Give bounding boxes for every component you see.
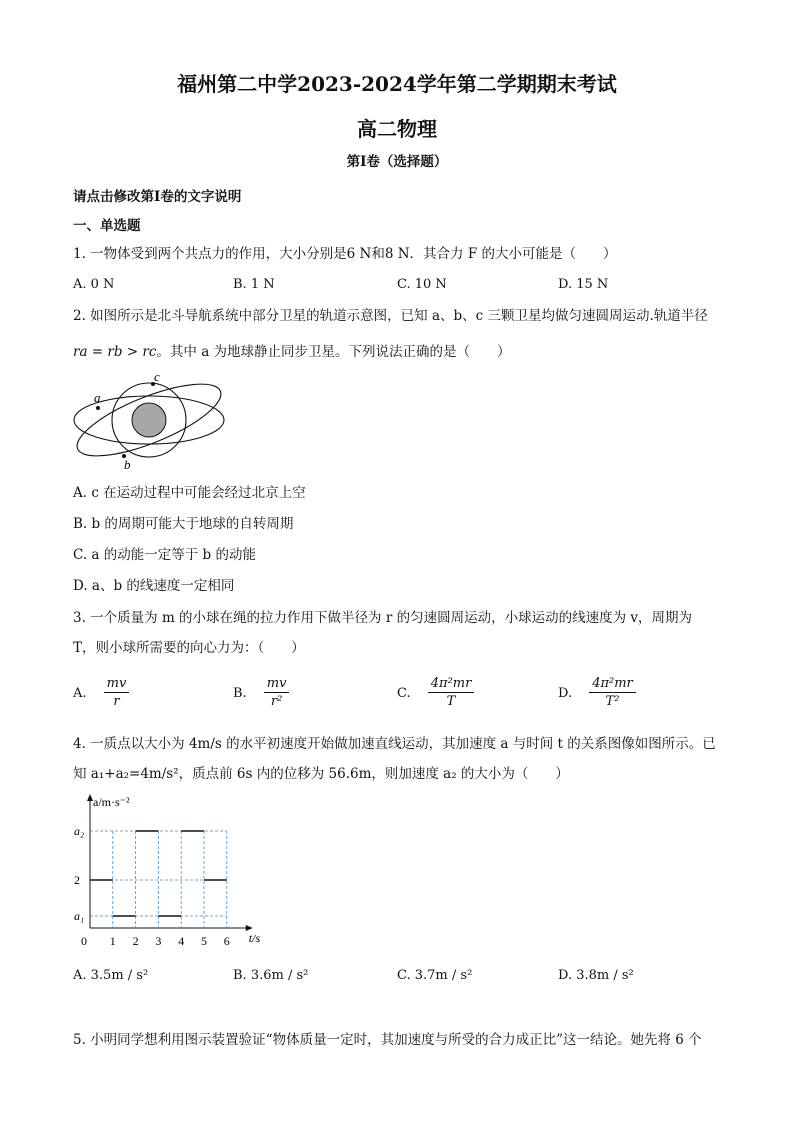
q3-option-c-num: 4π²mr	[428, 676, 475, 693]
y-tick-label: 2	[74, 873, 80, 887]
x-tick-label: 1	[109, 934, 116, 948]
q2-option-a: A. c 在运动过程中可能会经过北京上空	[73, 485, 306, 501]
x-axis-label: t/s	[248, 931, 261, 945]
satellite-orbit-diagram	[70, 370, 230, 475]
section-heading: 一、单选题	[73, 218, 141, 234]
q3-option-a-num: mv	[104, 676, 130, 693]
q3-option-d	[558, 676, 636, 709]
q1-option-b: B. 1 N	[233, 277, 275, 292]
question-2-line1: 2. 如图所示是北斗导航系统中部分卫星的轨道示意图，已知 a、b、c 三颗卫星均做匀速圆周运动.轨道半径	[73, 308, 708, 324]
volume-title: 第I卷（选择题）	[346, 154, 448, 170]
q1-option-c: C. 10 N	[397, 277, 447, 292]
q3-option-b-label: B.	[233, 686, 247, 701]
x-tick-label: 2	[132, 934, 139, 948]
q3-option-a-den: r	[113, 694, 120, 709]
x-tick-label: 3	[155, 934, 162, 948]
q3-option-d-label: D.	[558, 686, 573, 701]
satellite-a	[96, 406, 100, 410]
q2-option-b: B. b 的周期可能大于地球的自转周期	[73, 516, 294, 532]
y-axis-label: a/m·s⁻²	[93, 795, 130, 809]
q4-option-c: C. 3.7m / s²	[397, 968, 473, 983]
q2-option-d: D. a、b 的线速度一定相同	[73, 578, 235, 594]
y-tick-label: a₁	[74, 909, 85, 923]
q3-option-c	[397, 676, 474, 709]
q3-option-b	[233, 676, 289, 709]
exam-title: 福州第二中学2023-2024学年第二学期期末考试	[177, 72, 617, 96]
q3-option-d-num: 4π²mr	[589, 676, 636, 693]
q3-option-c-den: T	[446, 694, 456, 709]
question-3-line2: T，则小球所需要的向心力为：（ ）	[73, 640, 305, 656]
question-3-line1: 3. 一个质量为 m 的小球在绳的拉力作用下做半径为 r 的匀速圆周运动，小球运动的线速度为 v，周期为	[73, 610, 693, 626]
label-b: b	[124, 457, 131, 472]
question-1-stem: 1. 一物体受到两个共点力的作用，大小分别是6 N和8 N．其合力 F 的大小可能是（ ）	[73, 246, 617, 262]
radius-relation: ra = rb > rc	[73, 344, 157, 360]
q3-option-a	[73, 676, 129, 709]
label-c: c	[154, 370, 160, 384]
q3-option-c-label: C.	[397, 686, 411, 701]
x-tick-label: 0	[81, 934, 87, 948]
q1-option-d: D. 15 N	[558, 277, 609, 292]
q4-option-d: D. 3.8m / s²	[558, 968, 634, 983]
y-tick-label: a₂	[74, 824, 85, 838]
q2-option-c: C. a 的动能一定等于 b 的动能	[73, 547, 256, 563]
q1-option-a: A. 0 N	[73, 277, 115, 292]
question-4-line1: 4. 一质点以大小为 4m/s 的水平初速度开始做加速直线运动，其加速度 a 与时间 t 的关系图像如图所示。已	[73, 736, 716, 752]
volume-note: 请点击修改第I卷的文字说明	[73, 189, 242, 205]
q3-option-b-num: mv	[264, 676, 290, 693]
x-tick-label: 6	[223, 934, 230, 948]
label-a: a	[94, 390, 101, 405]
question-2-line2	[73, 342, 511, 362]
x-tick-label: 5	[201, 934, 207, 948]
question-5-line1: 5. 小明同学想利用图示装置验证“物体质量一定时，其加速度与所受的合力成正比”这一结论。她先将 6 个	[73, 1032, 702, 1048]
earth	[132, 403, 166, 437]
subject-title: 高二物理	[357, 117, 437, 141]
q3-option-a-label: A.	[73, 686, 87, 701]
q4-option-b: B. 3.6m / s²	[233, 968, 309, 983]
question-4-line2: 知 a₁+a₂=4m/s²，质点前 6s 内的位移为 56.6m，则加速度 a₂ 的大小为（ ）	[73, 766, 569, 782]
q3-option-b-den: r²	[270, 694, 283, 709]
acceleration-time-chart	[68, 792, 288, 952]
x-tick-label: 4	[178, 934, 185, 948]
q3-option-d-den: T²	[605, 694, 620, 709]
question-2-line2-rest: 。其中 a 为地球静止同步卫星。下列说法正确的是（ ）	[156, 344, 511, 360]
q4-option-a: A. 3.5m / s²	[73, 968, 149, 983]
